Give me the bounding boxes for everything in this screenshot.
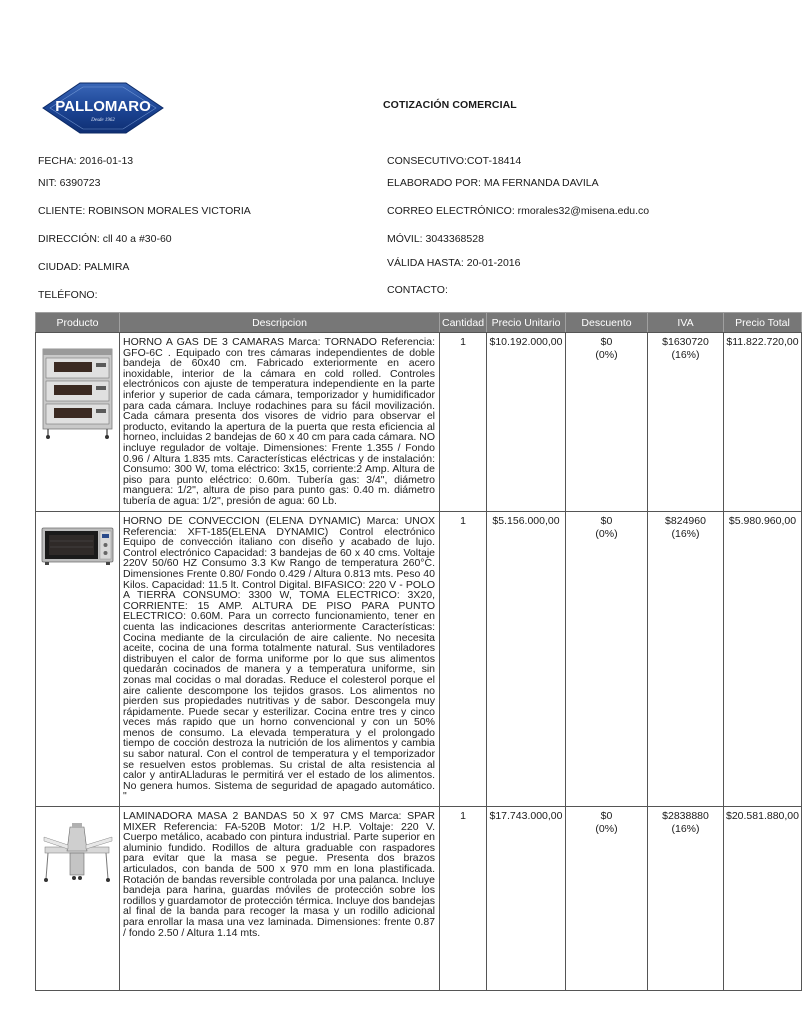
header-descuento: Descuento [566, 313, 648, 333]
cantidad-cell: 1 [440, 512, 487, 807]
cantidad-cell: 1 [440, 807, 487, 991]
header-iva: IVA [648, 313, 724, 333]
iva-value: $2838880 [662, 810, 709, 823]
iva-percent: (16%) [671, 528, 700, 540]
product-description: HORNO A GAS DE 3 CAMARAS Marca: TORNADO Referencia: GFO-6C . Equipado con tres cámaras independientes de doble bandeja de 60x40 cm. Fabricado exteriormente en acero inoxidable, interior de la cámara en cold rolled. Controles electrónicos con ajuste de temperatura independiente en la parte inferior y superior de cada cámara, temporizador y humidificador para cada cámara. Incluye rodachines para su fácil movilización. Cada cámara presenta dos visores de vidrio para observar el producto, evitando la apertura de la puerta que resta eficiencia al horneo, incluidas 2 bandejas de 60 x 40 cm para cada cámara. NO incluye regulador de voltaje. Dimensiones: Frente 1.355 / Fondo 0.96 / Altura 1.835 mts. Características eléctricas y de instalación: Consumo: 300 W, toma eléctrico: 3x15, corriente:2 Amp. Altura de piso para punto eléctrico: 0.60m. Tubería gas: 3/4", diámetro manguera: 1/2", altura de piso para punto gas: 0.40 m. diámetro tubería de agua: 1/2", presión de agua: 60 Lb. [120, 333, 440, 512]
header-precio-unitario: Precio Unitario [487, 313, 566, 333]
product-image-cell [36, 333, 120, 512]
descuento-value: $0 [600, 810, 613, 823]
info-telefono: TELÉFONO: [38, 289, 98, 301]
logo-tagline: Desde 1962 [91, 118, 115, 123]
table-row [36, 333, 802, 512]
dough-sheeter-icon [40, 821, 115, 885]
info-ciudad: CIUDAD: PALMIRA [38, 261, 130, 273]
descuento-cell [566, 512, 648, 807]
product-description: LAMINADORA MASA 2 BANDAS 50 X 97 CMS Marca: SPAR MIXER Referencia: FA-520B Motor: 1/2 H.P. Voltaje: 220 V. Cuerpo metálico, acabado con pintura industrial. Parte superior en aluminio fundido. Rodillos de altura graduable con raspadores para evitar que la masa se pegue. Presenta dos brazos articulados, con banda de 500 x 970 mm en lona plastificada. Rotación de bandas reversible controlada por una palanca. Incluye bandeja para harina, guardas móviles de protección sobre los rodillos y guardamotor de protección térmica. Incluye dos bandejas al final de la banda para recoger la masa y un rodillo adicional para enrollar la masa una vez laminada. Dimensiones: frente 0.87 / fondo 2.50 / Altura 1.14 mts. [120, 807, 440, 991]
table-header-row [36, 313, 802, 333]
convection-oven-icon [40, 526, 115, 566]
table-row [36, 807, 802, 991]
precio-unitario-cell: $17.743.000,00 [487, 807, 566, 991]
precio-total-cell: $11.822.720,00 [724, 333, 802, 512]
info-consecutivo: CONSECUTIVO:COT-18414 [387, 155, 522, 167]
header-cantidad: Cantidad [440, 313, 487, 333]
descuento-cell [566, 807, 648, 991]
oven-gas-icon [40, 347, 115, 440]
descuento-percent: (0%) [595, 823, 618, 836]
info-contacto: CONTACTO: [387, 284, 448, 296]
quote-table [35, 312, 802, 991]
precio-unitario-cell: $10.192.000,00 [487, 333, 566, 512]
document-title: COTIZACIÓN COMERCIAL [383, 99, 517, 111]
precio-total-cell: $5.980.960,00 [724, 512, 802, 807]
product-image-cell [36, 512, 120, 807]
iva-percent: (16%) [671, 349, 700, 361]
info-nit: NIT: 6390723 [38, 177, 101, 189]
descuento-percent: (0%) [595, 349, 618, 361]
descuento-value: $0 [600, 515, 613, 527]
iva-value: $824960 [665, 515, 706, 527]
logo-brand-text: PALLOMARO [55, 98, 151, 115]
info-correo: CORREO ELECTRÓNICO: rmorales32@misena.edu.co [387, 205, 650, 217]
cantidad-cell: 1 [440, 333, 487, 512]
table-row [36, 512, 802, 807]
precio-unitario-cell: $5.156.000,00 [487, 512, 566, 807]
info-valida-hasta: VÁLIDA HASTA: 20-01-2016 [387, 257, 521, 269]
info-movil: MÓVIL: 3043368528 [387, 233, 484, 245]
product-image-cell [36, 807, 120, 991]
descuento-percent: (0%) [595, 528, 618, 540]
iva-cell [648, 512, 724, 807]
iva-cell [648, 807, 724, 991]
header-producto: Producto [36, 313, 120, 333]
iva-value: $1630720 [662, 336, 709, 348]
company-logo [40, 80, 166, 136]
info-elaborado-por: ELABORADO POR: MA FERNANDA DAVILA [387, 177, 599, 189]
iva-percent: (16%) [671, 823, 700, 836]
precio-total-cell: $20.581.880,00 [724, 807, 802, 991]
descuento-cell [566, 333, 648, 512]
info-fecha: FECHA: 2016-01-13 [38, 155, 134, 167]
descuento-value: $0 [600, 336, 613, 348]
iva-cell [648, 333, 724, 512]
info-direccion: DIRECCIÓN: cll 40 a #30-60 [38, 233, 172, 245]
header-descripcion: Descripcion [120, 313, 440, 333]
product-description: HORNO DE CONVECCION (ELENA DYNAMIC) Marca: UNOX Referencia: XFT-185(ELENA DYNAMIC) Control electrónico Equipo de convección italiano con diseño y acabado de lujo. Control electrónico Capacidad: 3 bandejas de 60 x 40 cms. Voltaje 220V 50/60 HZ Consumo 3.3 Kw Rango de temperatura 260°C. Dimensiones Frente 0.80/ Fondo 0.429 / Altura 0.813 mts. Peso 40 Kilos. Capacidad: 11.5 lt. Control Digital. BIFASICO: 220 V - POLO A TIERRA CONSUMO: 3300 W, TOMA ELECTRICO: 3X20, CORRIENTE: 15 AMP. ALTURA DE PISO PARA PUNTO ELECTRICO: 0.60M. Para un correcto funcionamiento, tener en cuenta las indicaciones descritas anteriormente Características: Cocina mediante de la circulación de aire caliente. No necesita aceite, cocina de una forma totalmente natural. Sus ventiladores distribuyen el calor de forma uniforme por lo que sus alimentos quedarán cocinados de manera y a temperatura uniforme, sin zonas mal cocidas o mal doradas. Reduce el colesterol porque el aire caliente descompone los tejidos grasos. Los alimentos no pierden sus propiedades nutritivas y de sabor. Descongela muy rápidamente. Puede secar y esterilizar. Cocina entre tres y cinco veces más rapido que un horno convencional y con un 50% menos de consumo. La elevada temperatura y el prolongado tiempo de cocción destroza la nutrición de los alimentos y cambia su sabor natural. Con el control de temperatura y el temporizador se resuelven estos problemas. Su cristal de alta resistencia al calor y antirALladuras le permitirá ver el estado de los alimentos. No genera humos. Sistema de seguridad de apagado automático. " [120, 512, 440, 807]
info-cliente: CLIENTE: ROBINSON MORALES VICTORIA [38, 205, 251, 217]
header-precio-total: Precio Total [724, 313, 802, 333]
